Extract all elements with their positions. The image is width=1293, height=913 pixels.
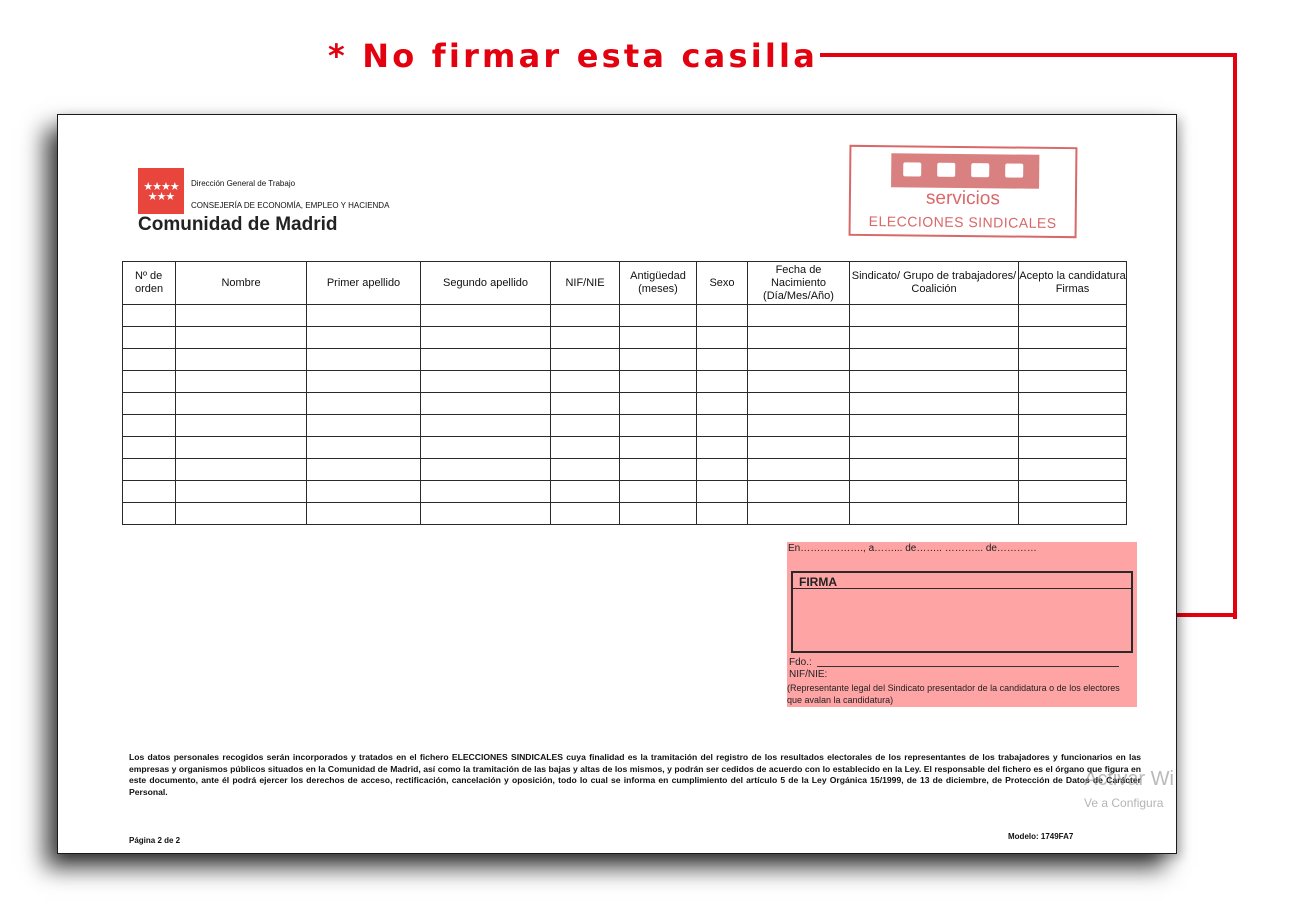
comunidad-madrid-title: Comunidad de Madrid xyxy=(138,214,338,235)
page-number: Página 2 de 2 xyxy=(129,836,181,845)
windows-watermark-title: Activar Wi xyxy=(1084,768,1174,790)
table-cell[interactable] xyxy=(1019,481,1127,503)
ccoo-stamp xyxy=(849,145,1078,238)
candidates-table xyxy=(122,261,1127,525)
table-cell[interactable] xyxy=(551,349,620,371)
table-cell[interactable] xyxy=(551,437,620,459)
table-cell[interactable] xyxy=(551,305,620,327)
table-cell[interactable] xyxy=(620,503,697,525)
table-row xyxy=(123,349,1127,371)
table-cell[interactable] xyxy=(307,371,421,393)
table-cell[interactable] xyxy=(697,481,748,503)
legal-notice: Los datos personales recogidos serán incorporados y tratados en el fichero ELECCIONES SINDICALES cuya finalidad es la tramitación del registro de los resultados electorales de los representantes de los trabajadores y funcionarios en las empresas y organismos públicos situados en la Comunidad de Madrid, así como la tramitación de las bajas y altas de los mismos, y podrán ser cedidos de acuerdo con lo establecido en la Ley. El responsable del fichero es el órgano que figura en este documento, ante él podrá ejercer los derechos de acceso, rectificación, cancelación y oposición, todo lo cual se informa en cumplimiento del artículo 5 de la Ley Orgánica 15/1999, de 13 de diciembre, de Protección de Datos de Carácter Personal. xyxy=(129,752,1141,797)
table-cell[interactable] xyxy=(176,503,307,525)
windows-watermark-sub: Ve a Configura xyxy=(1084,796,1164,810)
table-cell[interactable] xyxy=(551,393,620,415)
table-cell[interactable] xyxy=(748,393,850,415)
table-cell[interactable] xyxy=(123,327,176,349)
table-cell[interactable] xyxy=(123,503,176,525)
table-cell[interactable] xyxy=(176,459,307,481)
table-cell[interactable] xyxy=(551,481,620,503)
table-cell[interactable] xyxy=(421,349,551,371)
modelo-label: Modelo: 1749FA7 xyxy=(1008,832,1074,841)
table-cell[interactable] xyxy=(123,371,176,393)
table-cell[interactable] xyxy=(748,481,850,503)
col-header: Fecha de Nacimiento (Día/Mes/Año) xyxy=(748,262,850,305)
fdo-label: Fdo.: xyxy=(789,657,812,668)
table-cell[interactable] xyxy=(1019,349,1127,371)
table-cell[interactable] xyxy=(421,305,551,327)
table-cell[interactable] xyxy=(551,459,620,481)
col-header: Nombre xyxy=(176,262,307,305)
table-cell[interactable] xyxy=(620,371,697,393)
table-cell[interactable] xyxy=(850,481,1019,503)
callout-line-top xyxy=(820,53,1237,57)
table-cell[interactable] xyxy=(176,437,307,459)
table-cell[interactable] xyxy=(307,503,421,525)
table-cell[interactable] xyxy=(850,393,1019,415)
table-row xyxy=(123,305,1127,327)
table-cell[interactable] xyxy=(307,305,421,327)
table-cell[interactable] xyxy=(620,305,697,327)
table-cell[interactable] xyxy=(421,415,551,437)
table-cell[interactable] xyxy=(748,327,850,349)
table-cell[interactable] xyxy=(307,349,421,371)
table-cell[interactable] xyxy=(697,349,748,371)
table-cell[interactable] xyxy=(176,305,307,327)
table-row xyxy=(123,327,1127,349)
table-cell[interactable] xyxy=(1019,437,1127,459)
table-cell[interactable] xyxy=(421,327,551,349)
table-cell[interactable] xyxy=(123,459,176,481)
table-cell[interactable] xyxy=(123,349,176,371)
table-cell[interactable] xyxy=(850,459,1019,481)
table-cell[interactable] xyxy=(307,481,421,503)
table-cell[interactable] xyxy=(748,503,850,525)
table-row xyxy=(123,393,1127,415)
firma-box[interactable] xyxy=(791,571,1133,653)
firma-label: FIRMA xyxy=(799,575,837,589)
col-header: NIF/NIE xyxy=(551,262,620,305)
table-cell[interactable] xyxy=(748,349,850,371)
table-cell[interactable] xyxy=(307,327,421,349)
col-header: Segundo apellido xyxy=(421,262,551,305)
warning-text: * No firmar esta casilla xyxy=(328,37,819,75)
table-cell[interactable] xyxy=(176,481,307,503)
table-cell[interactable] xyxy=(421,459,551,481)
table-cell[interactable] xyxy=(1019,459,1127,481)
table-cell[interactable] xyxy=(697,437,748,459)
madrid-flag-logo: ★★★★ ★★★ xyxy=(138,168,184,214)
consejeria-label: CONSEJERÍA DE ECONOMÍA, EMPLEO Y HACIENDA xyxy=(191,201,390,210)
table-cell[interactable] xyxy=(697,503,748,525)
nif-label: NIF/NIE: xyxy=(789,669,828,680)
table-cell[interactable] xyxy=(850,371,1019,393)
table-cell[interactable] xyxy=(307,459,421,481)
table-cell[interactable] xyxy=(176,327,307,349)
table-cell[interactable] xyxy=(748,459,850,481)
table-cell[interactable] xyxy=(850,437,1019,459)
table-row xyxy=(123,415,1127,437)
table-cell[interactable] xyxy=(551,503,620,525)
table-cell[interactable] xyxy=(748,415,850,437)
table-cell[interactable] xyxy=(421,503,551,525)
table-cell[interactable] xyxy=(307,415,421,437)
table-cell[interactable] xyxy=(123,415,176,437)
table-cell[interactable] xyxy=(551,371,620,393)
table-cell[interactable] xyxy=(697,393,748,415)
col-header: Primer apellido xyxy=(307,262,421,305)
table-cell[interactable] xyxy=(620,327,697,349)
form-page xyxy=(57,114,1177,854)
table-cell[interactable] xyxy=(1019,371,1127,393)
table-cell[interactable] xyxy=(620,459,697,481)
ccoo-logo-icon xyxy=(891,153,1039,189)
date-line: En………………., a……... de…….. ………... de………… xyxy=(788,543,1037,554)
table-cell[interactable] xyxy=(697,459,748,481)
table-cell[interactable] xyxy=(850,327,1019,349)
col-header: Acepto la candidatura Firmas xyxy=(1019,262,1127,305)
table-cell[interactable] xyxy=(1019,415,1127,437)
table-cell[interactable] xyxy=(307,393,421,415)
table-cell[interactable] xyxy=(850,305,1019,327)
table-cell[interactable] xyxy=(421,371,551,393)
table-row xyxy=(123,503,1127,525)
col-header: Sexo xyxy=(697,262,748,305)
col-header: Antigüedad (meses) xyxy=(620,262,697,305)
table-cell[interactable] xyxy=(697,371,748,393)
table-cell[interactable] xyxy=(176,349,307,371)
table-cell[interactable] xyxy=(176,415,307,437)
table-cell[interactable] xyxy=(123,305,176,327)
table-row xyxy=(123,459,1127,481)
table-cell[interactable] xyxy=(697,305,748,327)
table-cell[interactable] xyxy=(1019,393,1127,415)
stamp-servicios: servicios xyxy=(925,187,1000,210)
table-cell[interactable] xyxy=(620,437,697,459)
col-header: Nº de orden xyxy=(123,262,176,305)
table-cell[interactable] xyxy=(748,437,850,459)
table-cell[interactable] xyxy=(176,393,307,415)
table-header-row xyxy=(123,262,1127,305)
table-cell[interactable] xyxy=(620,415,697,437)
table-cell[interactable] xyxy=(620,393,697,415)
table-cell[interactable] xyxy=(748,305,850,327)
table-cell[interactable] xyxy=(697,327,748,349)
table-cell[interactable] xyxy=(1019,503,1127,525)
direccion-general-label: Dirección General de Trabajo xyxy=(191,179,296,188)
table-cell[interactable] xyxy=(176,371,307,393)
table-cell[interactable] xyxy=(748,371,850,393)
table-cell[interactable] xyxy=(123,393,176,415)
table-cell[interactable] xyxy=(620,349,697,371)
table-cell[interactable] xyxy=(850,503,1019,525)
table-cell[interactable] xyxy=(620,481,697,503)
table-cell[interactable] xyxy=(421,437,551,459)
table-cell[interactable] xyxy=(307,437,421,459)
table-row xyxy=(123,481,1127,503)
table-cell[interactable] xyxy=(123,437,176,459)
table-row xyxy=(123,371,1127,393)
stamp-elecciones: ELECCIONES SINDICALES xyxy=(868,213,1057,231)
table-cell[interactable] xyxy=(1019,305,1127,327)
table-row xyxy=(123,437,1127,459)
col-header: Sindicato/ Grupo de trabajadores/ Coalición xyxy=(850,262,1019,305)
callout-line-vertical xyxy=(1233,53,1237,619)
table-cell[interactable] xyxy=(421,393,551,415)
table-cell[interactable] xyxy=(551,415,620,437)
table-cell[interactable] xyxy=(850,415,1019,437)
fdo-line xyxy=(817,666,1119,667)
table-cell[interactable] xyxy=(697,415,748,437)
table-cell[interactable] xyxy=(123,481,176,503)
table-cell[interactable] xyxy=(1019,327,1127,349)
table-cell[interactable] xyxy=(551,327,620,349)
table-cell[interactable] xyxy=(421,481,551,503)
representante-note: (Representante legal del Sindicato presentador de la candidatura o de los electores que avalan la candidatura) xyxy=(787,683,1120,705)
table-cell[interactable] xyxy=(850,349,1019,371)
